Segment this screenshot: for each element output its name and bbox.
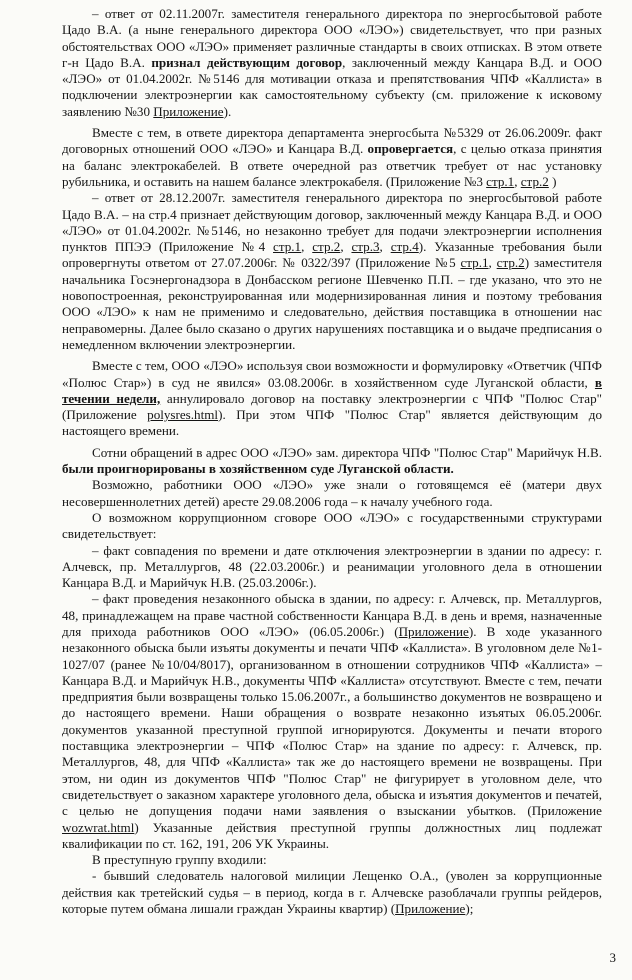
page-number: 3 [609, 949, 616, 965]
bold-phrase: были проигнорированы в хозяйственном суде Луганской области. [62, 461, 454, 477]
bold-phrase: признал действующим договор [151, 54, 343, 70]
page1-link[interactable]: стр.1 [486, 173, 515, 189]
page4-link[interactable]: стр.4 [390, 239, 419, 255]
paragraph-appeals-ignored: Сотни обращений в адрес ООО «ЛЭО» зам. директора ЧПФ "Полюс Стар" Марийчук Н.В. были проигнорированы в хозяйственном суде Луганской области. [62, 444, 602, 477]
page2-link[interactable]: стр.2 [496, 255, 525, 271]
appendix-link[interactable]: Приложение [395, 901, 466, 917]
paragraph-contract-annulled: Вместе с тем, ООО «ЛЭО» используя свои возможности и формулировку «Ответчик (ЧПФ «Полюс Стар») в суд не явился» 03.08.2006г. в хозяйственном суде Луганской области, в течении недели, аннулировало договор на поставку электроэнергии с ЧПФ "Полюс Стар" (Приложение polysres.html). При этом ЧПФ "Полюс Стар" является действующим до настоящего времени. [62, 358, 602, 439]
paragraph-illegal-search-fact: – факт проведения незаконного обыска в здании, по адресу: г. Алчевск, пр. Металлургов, 48, принадлежащем на праве частной собственности Канцара В.Д. в день и время, назначенные для прихода работников ООО «ЛЭО» (06.05.2006г.) (Приложение). В ходе указанного незаконного обыска были изъяты документы и печати ЧПФ «Каллиста». В уголовном деле №1-1027/07 (ранее №10/04/8017), организованном в отношении сотрудников ЧПФ «Каллиста» – Канцара В.Д. и Марийчук Н.В., документы ЧПФ «Каллиста» отсутствуют. Вместе с тем, печати предприятия были возвращены только 15.06.2007г., а большинство документов не возвращено и до настоящего времени. Наши обращения о возврате незаконно изъятых 06.05.2006г. документов указанной преступной группой игнорируются. Документы и печати второго поставщика электроэнергии – ЧПФ «Полюс Стар» на здание по адресу: г. Алчевск, пр. Металлургов, 48, для ЧПФ «Каллиста» так же до настоящего времени не возвращены. При этом, ни один из документов ЧПФ "Полюс Стар" не фигурирует в уголовном деле, что свидетельствует о заказном характере уголовного дела, обыска и изъятия документов и печатей, с целью не допущения подачи нами заявления о взыскании убытков. (Приложение wozwrat.html) Указанные действия преступной группы должностных лиц подлежат квалификации по ст. 162, 191, 206 УК Украины. [62, 591, 602, 851]
paragraph-tsado-reply-2007-11: – ответ от 02.11.2007г. заместителя генерального директора по энергосбытовой работе Цадо В.А. (а ныне генерального директора ООО «ЛЭО») свидетельствует, что при разных обстоятельствах ООО «ЛЭО» применяет различные стандарты в своих отписках. В этом ответе г-н Цадо В.А. признал действующим договор, заключенный между Канцара В.Д. и ООО «ЛЭО» от 01.04.2002г. №5146 для мотивации отказа и препятствования ЧПФ «Каллиста» в подключении электроэнергии как самостоятельному субъекту (см. приложение к исковому заявлению №30 Приложение). [62, 6, 602, 119]
paragraph-arrest: Возможно, работники ООО «ЛЭО» уже знали о готовящемся её (матери двух несовершеннолетних детей) аресте 29.08.2006 года – к началу учебного года. [62, 477, 602, 509]
paragraph-tsado-reply-2007-12: – ответ от 28.12.2007г. заместителя генерального директора по энергосбытовой работе Цадо В.А. – на стр.4 признает действующим договор, заключенный между Канцара В.Д. и ООО «ЛЭО» от 01.04.2002г. №5146, но незаконно требует для подачи электроэнергии исполнения пунктов ППЭЭ (Приложение №4 стр.1, стр.2, стр.3, стр.4). Указанные требования были опровергнуты ответом от 27.07.2006г. № 0322/397 (Приложение №5 стр.1, стр.2) заместителя начальника Госэнергонадзора в Донбасском регионе Шевченко П.П. – где указано, что это не новопостроенная, реконструированная или модернизированная линия и поэтому требования ООО «ЛЭО» к нам не применимо и следовательно, действия поставщика в отношении нас неправомерны. Далее было сказано о других нарушениях поставщика и о выдаче предписания о немедленном включении электроэнергии. [62, 190, 603, 352]
page3-link[interactable]: стр.3 [351, 239, 380, 255]
polysres-link[interactable]: polysres.html [147, 407, 219, 423]
paragraph-corruption-intro: О возможном коррупционном сговоре ООО «ЛЭО» с государственными структурами свидетельствует: [62, 509, 602, 542]
page2-link[interactable]: стр.2 [312, 239, 341, 255]
page1-link[interactable]: стр.1 [273, 239, 302, 255]
page1-link[interactable]: стр.1 [460, 255, 489, 271]
appendix-link[interactable]: Приложение [153, 103, 224, 119]
paragraph-power-cutoff-fact: – факт совпадения по времени и дате отключения электроэнергии в здании по адресу: г. Алчевск, пр. Металлургов, 48 (22.03.2006г.) и реанимации уголовного дела в отношении Канцара В.Д. и Марийчук Н.В. (25.03.2006г.). [62, 542, 602, 591]
bold-underlined-phrase: в течении недели, [62, 374, 602, 406]
paragraph-energosbyt-reply: Вместе с тем, в ответе директора департамента энергосбыта №5329 от 26.06.2009г. факт договорных отношений ООО «ЛЭО» и Канцара В.Д. опровергается, с целью отказа принятия на баланс электрокабелей. В ответе очередной раз ответчик требует от нас установку рубильника, и оставить на нашем балансе электрокабеля. (Приложение №3 стр.1, стр.2 ) [62, 125, 602, 189]
bold-phrase: опровергается [367, 141, 454, 157]
page2-link[interactable]: стр.2 [520, 173, 549, 189]
wozwrat-link[interactable]: wozwrat.html [62, 819, 135, 835]
paragraph-leshchenko: - бывший следователь налоговой милиции Лещенко О.А., (уволен за коррупционные действия как третейский судья – в период, когда в г. Алчевске разоблачали группы рейдеров, которые путем обмана лишали граждан Украины квартир) (Приложение); [62, 868, 602, 917]
appendix-link[interactable]: Приложение [398, 623, 469, 639]
paragraph-group-members: В преступную группу входили: [92, 852, 267, 868]
